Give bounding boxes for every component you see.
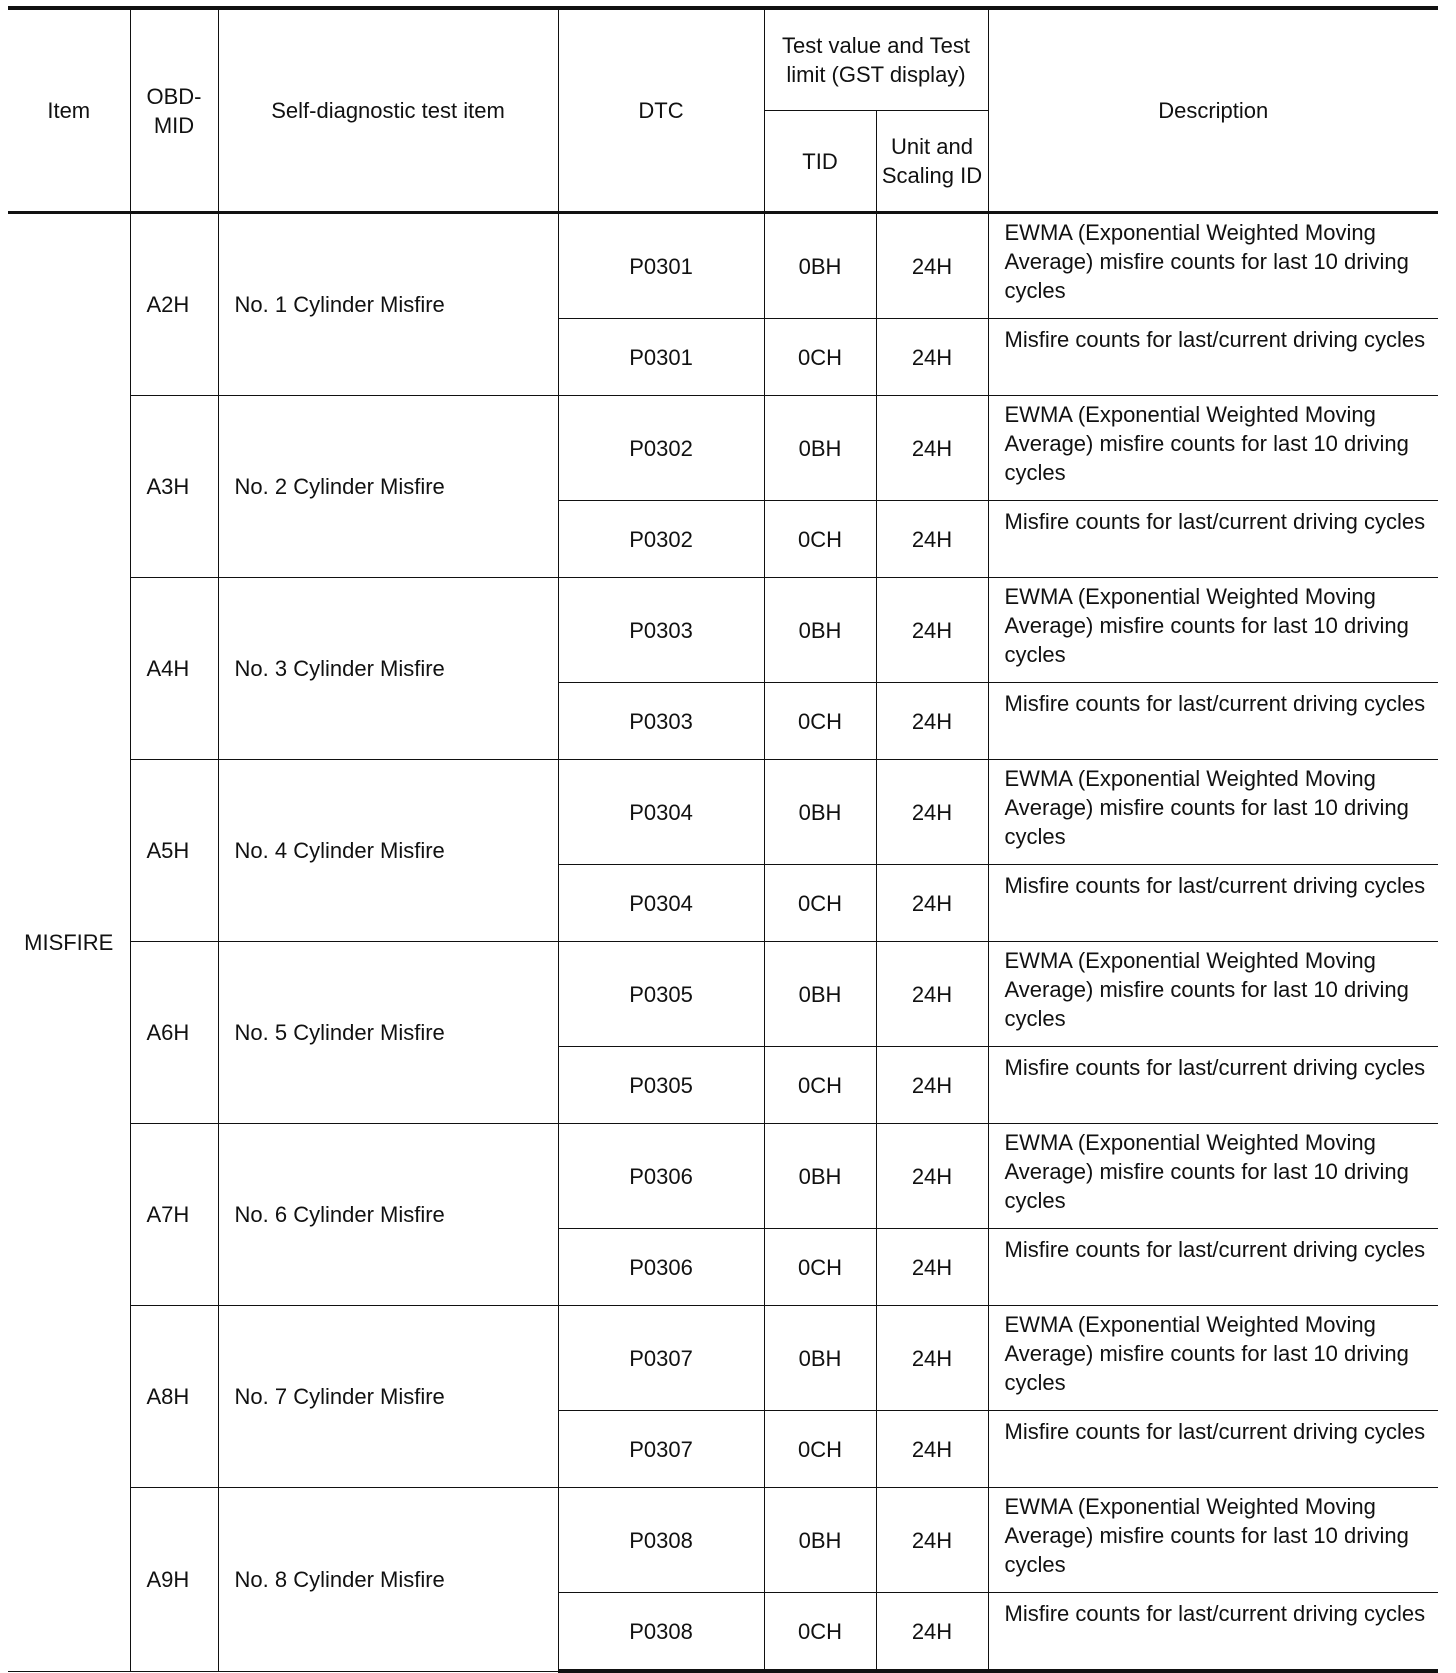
- unit-scaling-cell: 24H: [876, 578, 988, 683]
- description-cell: EWMA (Exponential Weighted Moving Average) misfire counts for last 10 driving cycles: [988, 578, 1438, 683]
- unit-scaling-cell: 24H: [876, 1124, 988, 1229]
- header-obd-mid: OBD-MID: [130, 8, 218, 213]
- unit-scaling-cell: 24H: [876, 1488, 988, 1593]
- unit-scaling-cell: 24H: [876, 1593, 988, 1672]
- description-cell: EWMA (Exponential Weighted Moving Average) misfire counts for last 10 driving cycles: [988, 942, 1438, 1047]
- description-cell: Misfire counts for last/current driving cycles: [988, 501, 1438, 578]
- tid-cell: 0BH: [764, 578, 876, 683]
- obd-mid-cell: A8H: [130, 1306, 218, 1488]
- dtc-cell: P0306: [558, 1124, 764, 1229]
- obd-mid-cell: A5H: [130, 760, 218, 942]
- obd-mid-cell: A7H: [130, 1124, 218, 1306]
- test-item-cell: No. 6 Cylinder Misfire: [218, 1124, 558, 1306]
- table-row: [8, 213, 1438, 319]
- obd-mid-cell: A6H: [130, 942, 218, 1124]
- test-item-cell: No. 8 Cylinder Misfire: [218, 1488, 558, 1672]
- table-row: [8, 1488, 1438, 1593]
- unit-scaling-cell: 24H: [876, 1047, 988, 1124]
- header-item: Item: [8, 8, 130, 213]
- misfire-test-table: [8, 6, 1438, 1673]
- description-cell: EWMA (Exponential Weighted Moving Average) misfire counts for last 10 driving cycles: [988, 213, 1438, 319]
- dtc-cell: P0304: [558, 760, 764, 865]
- test-item-cell: No. 4 Cylinder Misfire: [218, 760, 558, 942]
- unit-scaling-cell: 24H: [876, 396, 988, 501]
- table-row: [8, 760, 1438, 865]
- table-row: [8, 396, 1438, 501]
- dtc-cell: P0303: [558, 578, 764, 683]
- test-item-cell: No. 3 Cylinder Misfire: [218, 578, 558, 760]
- description-cell: Misfire counts for last/current driving cycles: [988, 1593, 1438, 1672]
- unit-scaling-cell: 24H: [876, 865, 988, 942]
- unit-scaling-cell: 24H: [876, 1411, 988, 1488]
- dtc-cell: P0308: [558, 1488, 764, 1593]
- dtc-cell: P0307: [558, 1411, 764, 1488]
- tid-cell: 0BH: [764, 1488, 876, 1593]
- tid-cell: 0CH: [764, 1593, 876, 1672]
- table-row: [8, 1124, 1438, 1229]
- description-cell: Misfire counts for last/current driving cycles: [988, 683, 1438, 760]
- item-cell: MISFIRE: [8, 213, 130, 1672]
- header-test-value: Test value and Test limit (GST display): [764, 8, 988, 111]
- description-cell: EWMA (Exponential Weighted Moving Average) misfire counts for last 10 driving cycles: [988, 396, 1438, 501]
- tid-cell: 0CH: [764, 319, 876, 396]
- tid-cell: 0BH: [764, 1124, 876, 1229]
- table-row: [8, 578, 1438, 683]
- header-dtc: DTC: [558, 8, 764, 213]
- unit-scaling-cell: 24H: [876, 1306, 988, 1411]
- obd-mid-cell: A2H: [130, 213, 218, 396]
- description-cell: Misfire counts for last/current driving cycles: [988, 1047, 1438, 1124]
- table-row: [8, 1306, 1438, 1411]
- dtc-cell: P0305: [558, 942, 764, 1047]
- unit-scaling-cell: 24H: [876, 942, 988, 1047]
- obd-mid-cell: A9H: [130, 1488, 218, 1672]
- header-unit-scaling: Unit and Scaling ID: [876, 111, 988, 213]
- test-item-cell: No. 2 Cylinder Misfire: [218, 396, 558, 578]
- dtc-cell: P0302: [558, 396, 764, 501]
- test-item-cell: No. 1 Cylinder Misfire: [218, 213, 558, 396]
- unit-scaling-cell: 24H: [876, 319, 988, 396]
- description-cell: Misfire counts for last/current driving cycles: [988, 1229, 1438, 1306]
- description-cell: Misfire counts for last/current driving cycles: [988, 1411, 1438, 1488]
- test-item-cell: No. 5 Cylinder Misfire: [218, 942, 558, 1124]
- tid-cell: 0CH: [764, 1047, 876, 1124]
- test-item-cell: No. 7 Cylinder Misfire: [218, 1306, 558, 1488]
- table-body: [8, 213, 1438, 1672]
- tid-cell: 0CH: [764, 1229, 876, 1306]
- header-description: Description: [988, 8, 1438, 213]
- tid-cell: 0BH: [764, 942, 876, 1047]
- dtc-cell: P0306: [558, 1229, 764, 1306]
- obd-mid-cell: A4H: [130, 578, 218, 760]
- tid-cell: 0CH: [764, 683, 876, 760]
- unit-scaling-cell: 24H: [876, 760, 988, 865]
- tid-cell: 0CH: [764, 501, 876, 578]
- description-cell: EWMA (Exponential Weighted Moving Average) misfire counts for last 10 driving cycles: [988, 1124, 1438, 1229]
- description-cell: EWMA (Exponential Weighted Moving Average) misfire counts for last 10 driving cycles: [988, 1306, 1438, 1411]
- tid-cell: 0CH: [764, 865, 876, 942]
- dtc-cell: P0301: [558, 213, 764, 319]
- header-test-item: Self-diagnostic test item: [218, 8, 558, 213]
- tid-cell: 0BH: [764, 760, 876, 865]
- dtc-cell: P0307: [558, 1306, 764, 1411]
- dtc-cell: P0305: [558, 1047, 764, 1124]
- dtc-cell: P0303: [558, 683, 764, 760]
- dtc-cell: P0304: [558, 865, 764, 942]
- dtc-cell: P0308: [558, 1593, 764, 1672]
- tid-cell: 0BH: [764, 213, 876, 319]
- dtc-cell: P0302: [558, 501, 764, 578]
- obd-mid-cell: A3H: [130, 396, 218, 578]
- unit-scaling-cell: 24H: [876, 1229, 988, 1306]
- unit-scaling-cell: 24H: [876, 213, 988, 319]
- unit-scaling-cell: 24H: [876, 683, 988, 760]
- dtc-cell: P0301: [558, 319, 764, 396]
- header-tid: TID: [764, 111, 876, 213]
- description-cell: Misfire counts for last/current driving cycles: [988, 319, 1438, 396]
- unit-scaling-cell: 24H: [876, 501, 988, 578]
- tid-cell: 0BH: [764, 1306, 876, 1411]
- description-cell: EWMA (Exponential Weighted Moving Average) misfire counts for last 10 driving cycles: [988, 760, 1438, 865]
- table-header: [8, 8, 1438, 213]
- tid-cell: 0CH: [764, 1411, 876, 1488]
- table-row: [8, 942, 1438, 1047]
- description-cell: Misfire counts for last/current driving cycles: [988, 865, 1438, 942]
- description-cell: EWMA (Exponential Weighted Moving Average) misfire counts for last 10 driving cycles: [988, 1488, 1438, 1593]
- tid-cell: 0BH: [764, 396, 876, 501]
